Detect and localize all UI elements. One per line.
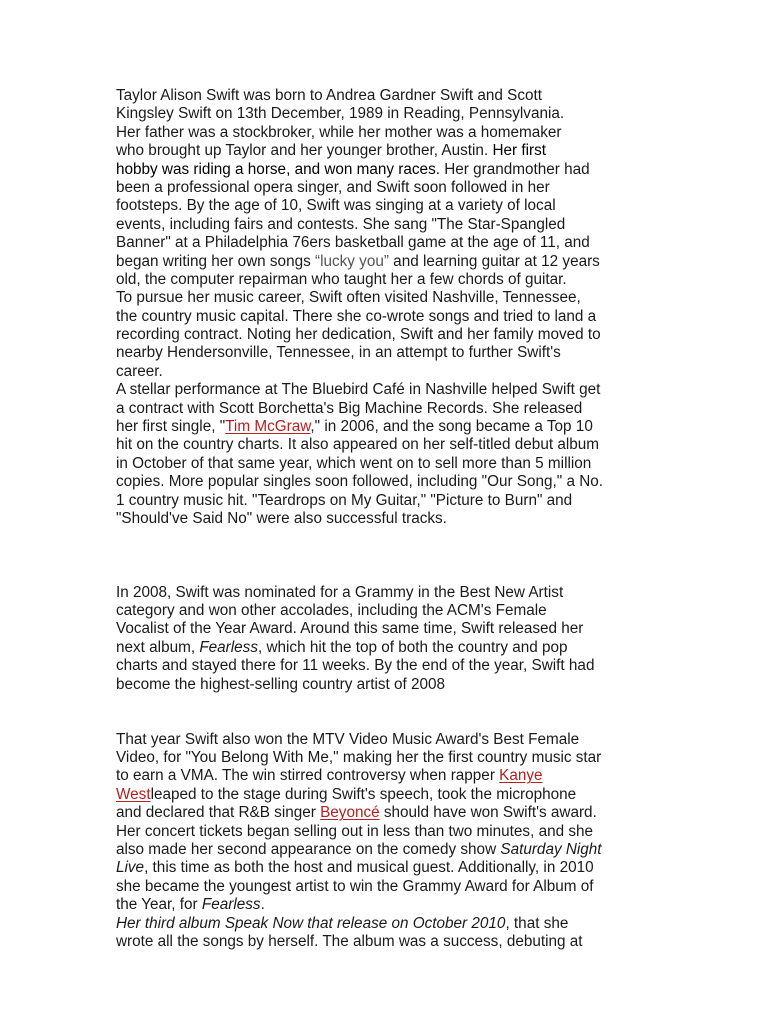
text-line: copies. More popular singles soon followed, including "Our Song," a No. <box>116 473 604 491</box>
text-line: in October of that same year, which went on to sell more than 5 million <box>116 454 592 472</box>
text-line <box>116 253 656 271</box>
kanye-west-link[interactable]: West <box>116 785 151 803</box>
text-line <box>116 767 656 785</box>
text-span: , this time as both the host and musical guest. Additionally, in 2010 <box>144 859 594 877</box>
tim-mcgraw-link[interactable]: Tim McGraw <box>225 418 311 436</box>
text-line: "Should've Said No" were also successful tracks. <box>116 509 447 527</box>
text-line <box>116 418 656 436</box>
text-span: leaped to the stage during Swift's speech, took the microphone <box>150 785 577 803</box>
text-line: A stellar performance at The Bluebird Café in Nashville helped Swift get <box>116 381 601 399</box>
text-span: and learning guitar at 12 years <box>388 252 600 270</box>
text-line: the country music capital. There she co-wrote songs and tried to land a <box>116 307 597 325</box>
text-line: become the highest-selling country artist of 2008 <box>116 675 446 693</box>
highlighted-text: hobby was riding a horse, and won many races <box>116 160 436 178</box>
text-line <box>116 639 656 657</box>
text-span: next album, <box>116 638 200 656</box>
italic-text: Her third album Speak Now that release on October 2010 <box>116 914 506 932</box>
album-title: Fearless <box>201 896 261 914</box>
text-line <box>116 786 656 804</box>
text-line: category and won other accolades, including the ACM's Female <box>116 601 547 619</box>
text-span: who brought up Taylor and her younger brother, Austin. <box>116 142 489 160</box>
text-line: 1 country music hit. "Teardrops on My Guitar," "Picture to Burn" and <box>116 491 573 509</box>
text-line: recording contract. Noting her dedication, Swift and her family moved to <box>116 326 601 344</box>
text-line: career. <box>116 362 163 380</box>
text-line <box>116 804 656 822</box>
text-line <box>116 859 656 877</box>
text-line <box>116 142 656 160</box>
text-line <box>116 915 656 933</box>
text-line: events, including fairs and contests. She sang "The Star-Spangled <box>116 215 566 233</box>
paragraph-vma <box>116 731 656 915</box>
text-line: old, the computer repairman who taught her a few chords of guitar. <box>116 270 567 288</box>
text-line: nearby Hendersonville, Tennessee, in an attempt to further Swift's <box>116 344 561 362</box>
text-line: Kingsley Swift on 13th December, 1989 in Reading, Pennsylvania. <box>116 105 565 123</box>
blank-line <box>116 565 656 583</box>
show-title: Live <box>116 859 145 877</box>
show-title: Saturday Night <box>500 841 602 859</box>
text-line: That year Swift also won the MTV Video Music Award's Best Female <box>116 730 580 748</box>
text-line: hit on the country charts. It also appeared on her self-titled debut album <box>116 436 599 454</box>
text-line: Video, for "You Belong With Me," making her the first country music star <box>116 749 602 767</box>
text-span: began writing her own songs <box>116 252 315 270</box>
text-span: also made her second appearance on the comedy show <box>116 841 501 859</box>
text-span: to earn a VMA. The win stirred controversy when rapper <box>116 767 500 785</box>
album-title: Fearless <box>199 638 258 656</box>
text-span: should have won Swift's award. <box>379 804 597 822</box>
paragraph-first-single <box>116 381 656 528</box>
paragraph-early-life <box>116 87 656 289</box>
text-span: , that she <box>505 914 569 932</box>
beyonce-link[interactable]: Beyoncé <box>320 804 380 822</box>
text-line: she became the youngest artist to win the Grammy Award for Album of <box>116 877 594 895</box>
text-span: . Her grandmother had <box>435 160 590 178</box>
text-span: her first single, " <box>116 418 226 436</box>
text-line: been a professional opera singer, and Swift soon followed in her <box>116 178 550 196</box>
text-line: In 2008, Swift was nominated for a Grammy in the Best New Artist <box>116 583 564 601</box>
text-line <box>116 896 656 914</box>
text-line: a contract with Scott Borchetta's Big Machine Records. She released <box>116 399 583 417</box>
paragraph-nashville <box>116 289 656 381</box>
text-span: , which hit the top of both the country and pop <box>257 638 568 656</box>
text-line <box>116 841 656 859</box>
text-span: . <box>260 896 265 914</box>
paragraph-grammy-2008 <box>116 584 656 694</box>
paragraph-speak-now <box>116 915 656 952</box>
document-page <box>116 87 656 951</box>
text-line <box>116 161 656 179</box>
text-span: and declared that R&B singer <box>116 804 321 822</box>
blank-line <box>116 712 656 730</box>
text-line: Taylor Alison Swift was born to Andrea Gardner Swift and Scott <box>116 87 542 104</box>
kanye-west-link[interactable]: Kanye <box>499 767 543 785</box>
text-line: Vocalist of the Year Award. Around this same time, Swift released her <box>116 620 584 638</box>
text-line: Banner" at a Philadelphia 76ers basketball game at the age of 11, and <box>116 234 590 252</box>
text-line: wrote all the songs by herself. The album was a success, debuting at <box>116 932 583 950</box>
text-line: Her concert tickets began selling out in less than two minutes, and she <box>116 822 594 840</box>
song-quote: “lucky you” <box>314 252 389 270</box>
text-span: ," in 2006, and the song became a Top 10 <box>310 418 593 436</box>
text-line: footsteps. By the age of 10, Swift was singing at a variety of local <box>116 197 556 215</box>
blank-line <box>116 528 656 546</box>
text-span: the Year, for <box>116 896 202 914</box>
highlighted-text: Her first <box>492 142 546 160</box>
blank-line <box>116 547 656 565</box>
text-line: To pursue her music career, Swift often visited Nashville, Tennessee, <box>116 289 581 307</box>
text-line: charts and stayed there for 11 weeks. By the end of the year, Swift had <box>116 657 595 675</box>
text-line: Her father was a stockbroker, while her mother was a homemaker <box>116 123 562 141</box>
blank-line <box>116 694 656 712</box>
